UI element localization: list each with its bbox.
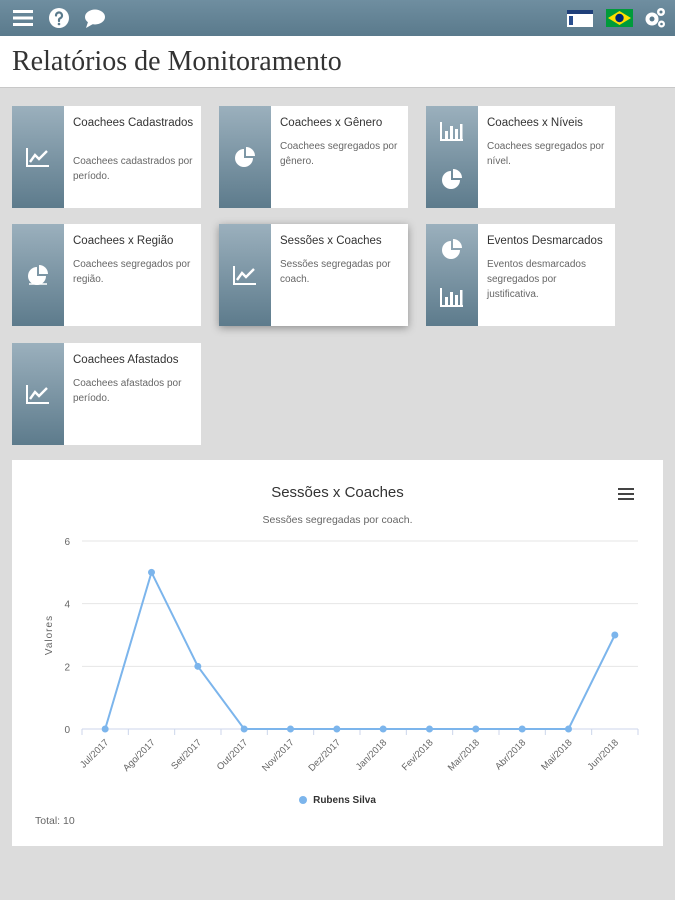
bar-chart-icon — [439, 120, 465, 142]
card-coachees-afastados[interactable] — [12, 343, 201, 445]
card-icon-panel — [426, 224, 478, 326]
card-description: Coachees afastados por período. — [73, 378, 182, 404]
card-description: Eventos desmarcados segregados por justificativa. — [487, 259, 586, 300]
x-tick-label: Jul/2017 — [78, 737, 112, 771]
data-point — [611, 632, 618, 639]
chat-icon[interactable] — [83, 6, 107, 30]
chart-subtitle: Sessões segregadas por coach. — [262, 514, 413, 526]
line-chart-icon — [25, 146, 51, 168]
card-description: Coachees segregados por gênero. — [280, 141, 398, 167]
pie-chart-icon — [439, 238, 465, 260]
pie-chart-icon — [439, 168, 465, 190]
legend-marker — [299, 796, 307, 804]
data-point — [519, 726, 526, 733]
card-title: Coachees Cadastrados — [73, 117, 194, 129]
data-point — [102, 726, 109, 733]
card-icon-panel — [12, 106, 64, 208]
chart-legend[interactable] — [12, 795, 663, 806]
legend-label: Rubens Silva — [313, 795, 376, 806]
x-tick-label: Mai/2018 — [539, 737, 575, 773]
y-tick-label: 0 — [64, 725, 70, 736]
window-icon[interactable] — [566, 6, 594, 30]
x-tick-label: Jun/2018 — [585, 737, 621, 773]
data-point — [380, 726, 387, 733]
series-line — [105, 572, 615, 729]
x-tick-label: Jan/2018 — [353, 737, 390, 773]
x-tick-label: Dez/2017 — [306, 737, 343, 774]
card-coachees-regiao[interactable] — [12, 224, 201, 326]
data-point — [194, 663, 201, 670]
card-icon-panel — [12, 224, 64, 326]
x-tick-label: Nov/2017 — [260, 737, 297, 774]
card-title: Coachees Afastados — [73, 354, 179, 366]
card-sessoes-coaches[interactable] — [219, 224, 408, 326]
card-description: Sessões segregadas por coach. — [280, 259, 391, 285]
x-tick-label: Fev/2018 — [399, 737, 436, 774]
data-point — [426, 726, 433, 733]
x-tick-label: Ago/2017 — [121, 737, 158, 774]
y-axis-label: Valores — [44, 614, 55, 656]
card-icon-panel — [219, 224, 271, 326]
data-point — [241, 726, 248, 733]
line-chart-icon — [25, 383, 51, 405]
y-tick-label: 2 — [64, 662, 70, 674]
data-point — [148, 569, 155, 576]
card-title: Eventos Desmarcados — [487, 235, 603, 247]
data-point — [565, 726, 572, 733]
menu-icon[interactable] — [11, 6, 35, 30]
card-icon-panel — [219, 106, 271, 208]
card-coachees-niveis[interactable] — [426, 106, 615, 208]
card-icon-panel — [12, 343, 64, 445]
pie-chart-icon — [25, 264, 51, 286]
data-point — [472, 726, 479, 733]
card-icon-panel — [426, 106, 478, 208]
card-title: Coachees x Região — [73, 235, 174, 247]
chart-total: Total: 10 — [35, 815, 75, 827]
settings-icon[interactable] — [643, 6, 667, 30]
chart-panel — [12, 460, 663, 846]
card-coachees-genero[interactable] — [219, 106, 408, 208]
x-tick-label: Mar/2018 — [445, 737, 482, 774]
card-title: Coachees x Gênero — [280, 117, 383, 129]
page-title: Relatórios de Monitoramento — [12, 46, 342, 77]
y-tick-label: 4 — [64, 599, 70, 611]
x-tick-label: Set/2017 — [169, 737, 204, 773]
x-tick-label: Out/2017 — [214, 737, 251, 773]
data-point — [287, 726, 294, 733]
pie-chart-icon — [232, 146, 258, 168]
top-toolbar — [0, 0, 675, 36]
title-bar — [0, 36, 675, 88]
help-icon[interactable] — [47, 6, 71, 30]
card-coachees-cadastrados[interactable] — [12, 106, 201, 208]
card-title: Sessões x Coaches — [280, 235, 382, 247]
y-tick-label: 6 — [64, 537, 70, 548]
chart-title: Sessões x Coaches — [271, 484, 404, 501]
card-eventos-desmarcados[interactable] — [426, 224, 615, 326]
x-tick-label: Abr/2018 — [493, 737, 529, 773]
data-point — [333, 726, 340, 733]
card-description: Coachees cadastrados por período. — [73, 156, 193, 182]
chart-menu-icon[interactable] — [618, 488, 634, 502]
card-description: Coachees segregados por nível. — [487, 141, 605, 167]
bar-chart-icon — [439, 286, 465, 308]
brazil-flag-icon[interactable] — [606, 6, 633, 30]
card-title: Coachees x Níveis — [487, 117, 583, 129]
line-chart-icon — [232, 264, 258, 286]
card-description: Coachees segregados por região. — [73, 259, 191, 285]
